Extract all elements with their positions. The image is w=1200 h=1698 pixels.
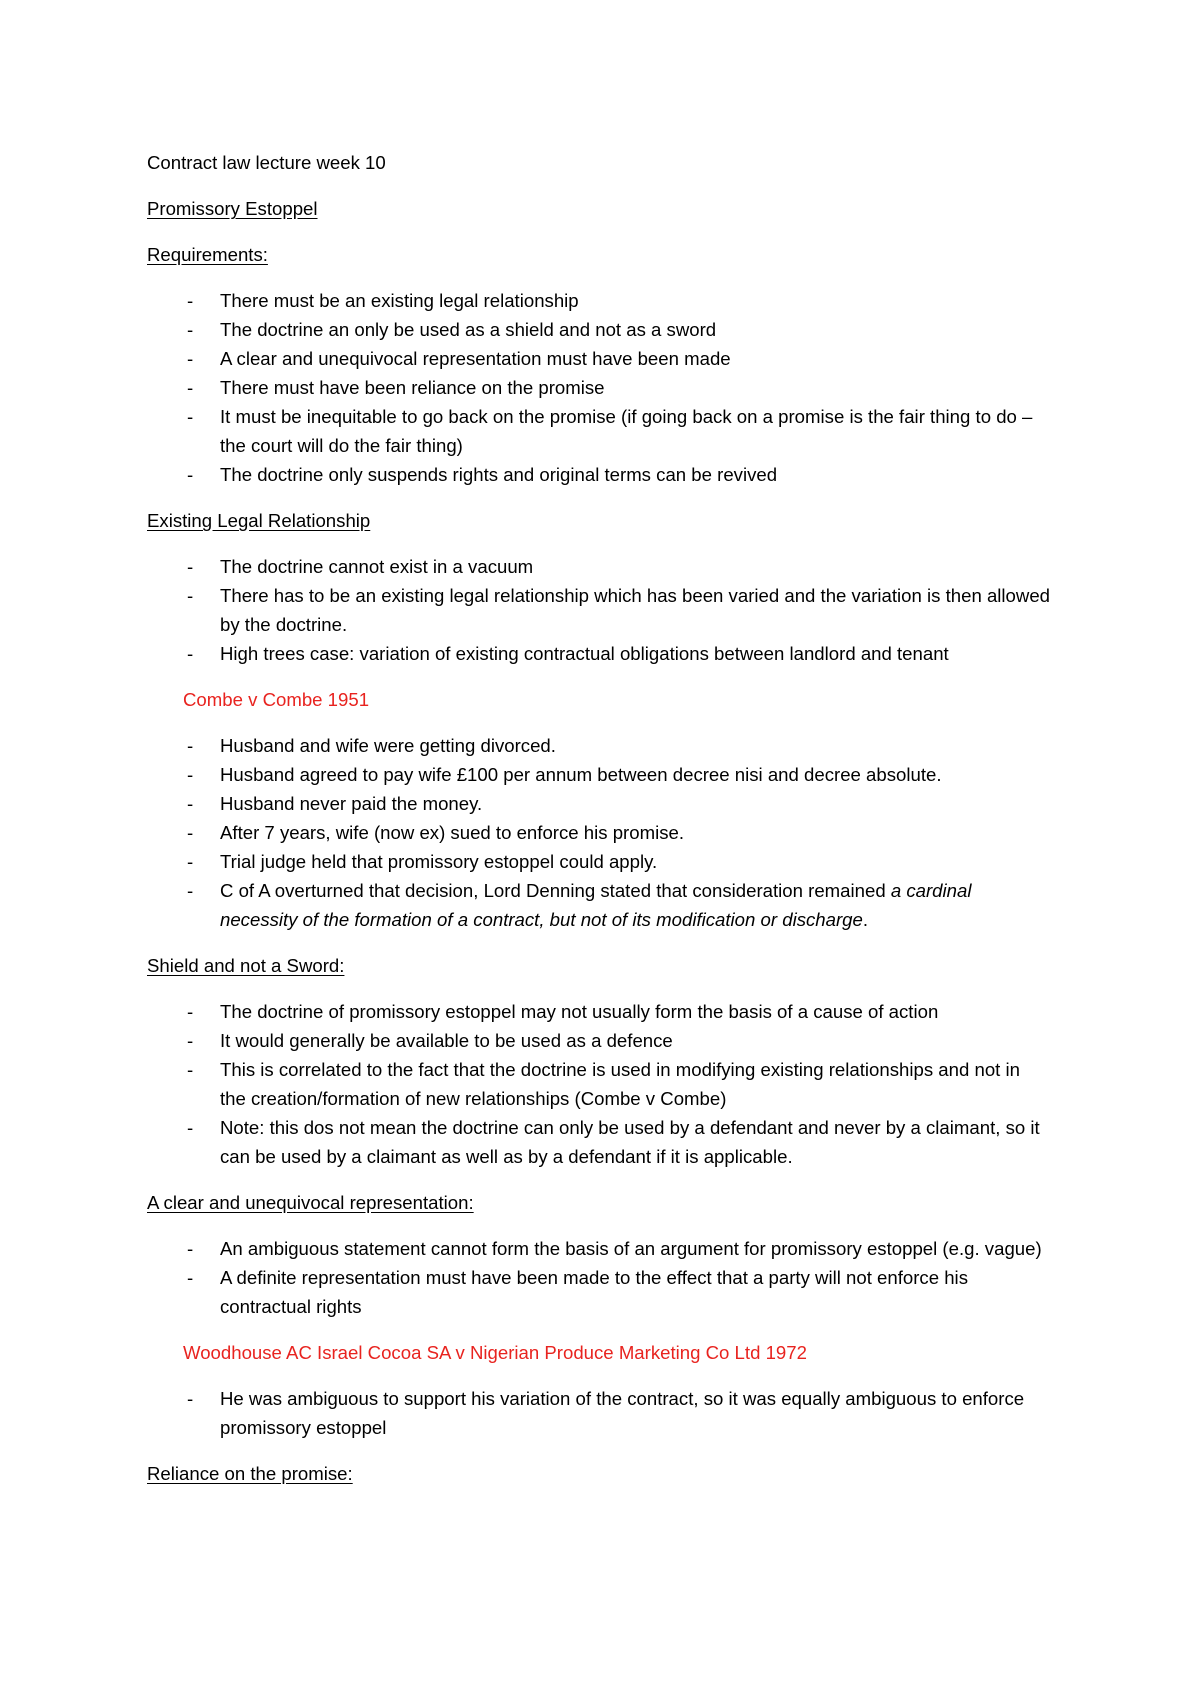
heading-requirements: Requirements: bbox=[147, 244, 268, 265]
list-item: - A clear and unequivocal representation must have been made bbox=[147, 344, 1050, 373]
shield-sword-list bbox=[147, 997, 1050, 1171]
list-item bbox=[147, 876, 1050, 934]
woodhouse-case-list bbox=[147, 1384, 1050, 1442]
list-item: - The doctrine only suspends rights and original terms can be revived bbox=[147, 460, 1050, 489]
heading-existing-legal-relationship: Existing Legal Relationship bbox=[147, 510, 371, 531]
list-item: - The doctrine cannot exist in a vacuum bbox=[147, 552, 1050, 581]
list-item: - An ambiguous statement cannot form the basis of an argument for promissory estoppel (e.g. vague) bbox=[147, 1234, 1050, 1263]
list-item: - There has to be an existing legal relationship which has been varied and the variation is then allowed by the doctrine. bbox=[147, 581, 1050, 639]
heading-clear-representation: A clear and unequivocal representation: bbox=[147, 1192, 474, 1213]
existing-relationship-list bbox=[147, 552, 1050, 668]
list-item: - He was ambiguous to support his variation of the contract, so it was equally ambiguous to enforce promissory estoppel bbox=[147, 1384, 1050, 1442]
clear-representation-list bbox=[147, 1234, 1050, 1321]
requirements-list bbox=[147, 286, 1050, 489]
case-title-combe: Combe v Combe 1951 bbox=[183, 689, 370, 710]
list-item: - Husband agreed to pay wife £100 per annum between decree nisi and decree absolute. bbox=[147, 760, 1050, 789]
list-item: - Note: this dos not mean the doctrine can only be used by a defendant and never by a claimant, so it can be used by a claimant as well as by a defendant if it is applicable. bbox=[147, 1113, 1050, 1171]
heading-reliance: Reliance on the promise: bbox=[147, 1463, 353, 1484]
list-item: - A definite representation must have been made to the effect that a party will not enforce his contractual rights bbox=[147, 1263, 1050, 1321]
case-title-woodhouse: Woodhouse AC Israel Cocoa SA v Nigerian Produce Marketing Co Ltd 1972 bbox=[183, 1342, 807, 1363]
list-item: - After 7 years, wife (now ex) sued to enforce his promise. bbox=[147, 818, 1050, 847]
list-item: - There must have been reliance on the promise bbox=[147, 373, 1050, 402]
list-item-suffix: . bbox=[862, 909, 869, 930]
list-item: - High trees case: variation of existing contractual obligations between landlord and tenant bbox=[147, 639, 1050, 668]
list-item: - This is correlated to the fact that the doctrine is used in modifying existing relationships and not in the creation/formation of new relationships (Combe v Combe) bbox=[147, 1055, 1050, 1113]
list-item: - It would generally be available to be used as a defence bbox=[147, 1026, 1050, 1055]
list-item: - Husband and wife were getting divorced. bbox=[147, 731, 1050, 760]
section-heading-promissory-estoppel: Promissory Estoppel bbox=[147, 198, 318, 219]
list-item: - There must be an existing legal relationship bbox=[147, 286, 1050, 315]
combe-case-list bbox=[147, 731, 1050, 934]
document-title: Contract law lecture week 10 bbox=[147, 152, 386, 173]
denning-quote: a cardinal necessity of the formation of a contract, but not of its modification or discharge bbox=[220, 880, 972, 930]
heading-shield-sword: Shield and not a Sword: bbox=[147, 955, 345, 976]
list-item: - Trial judge held that promissory estoppel could apply. bbox=[147, 847, 1050, 876]
list-item-text: C of A overturned that decision, Lord Denning stated that consideration remained bbox=[220, 880, 891, 901]
list-item: - The doctrine of promissory estoppel may not usually form the basis of a cause of action bbox=[147, 997, 1050, 1026]
list-item: - The doctrine an only be used as a shield and not as a sword bbox=[147, 315, 1050, 344]
list-item: - It must be inequitable to go back on the promise (if going back on a promise is the fair thing to do – the court will do the fair thing) bbox=[147, 402, 1050, 460]
list-item: - Husband never paid the money. bbox=[147, 789, 1050, 818]
